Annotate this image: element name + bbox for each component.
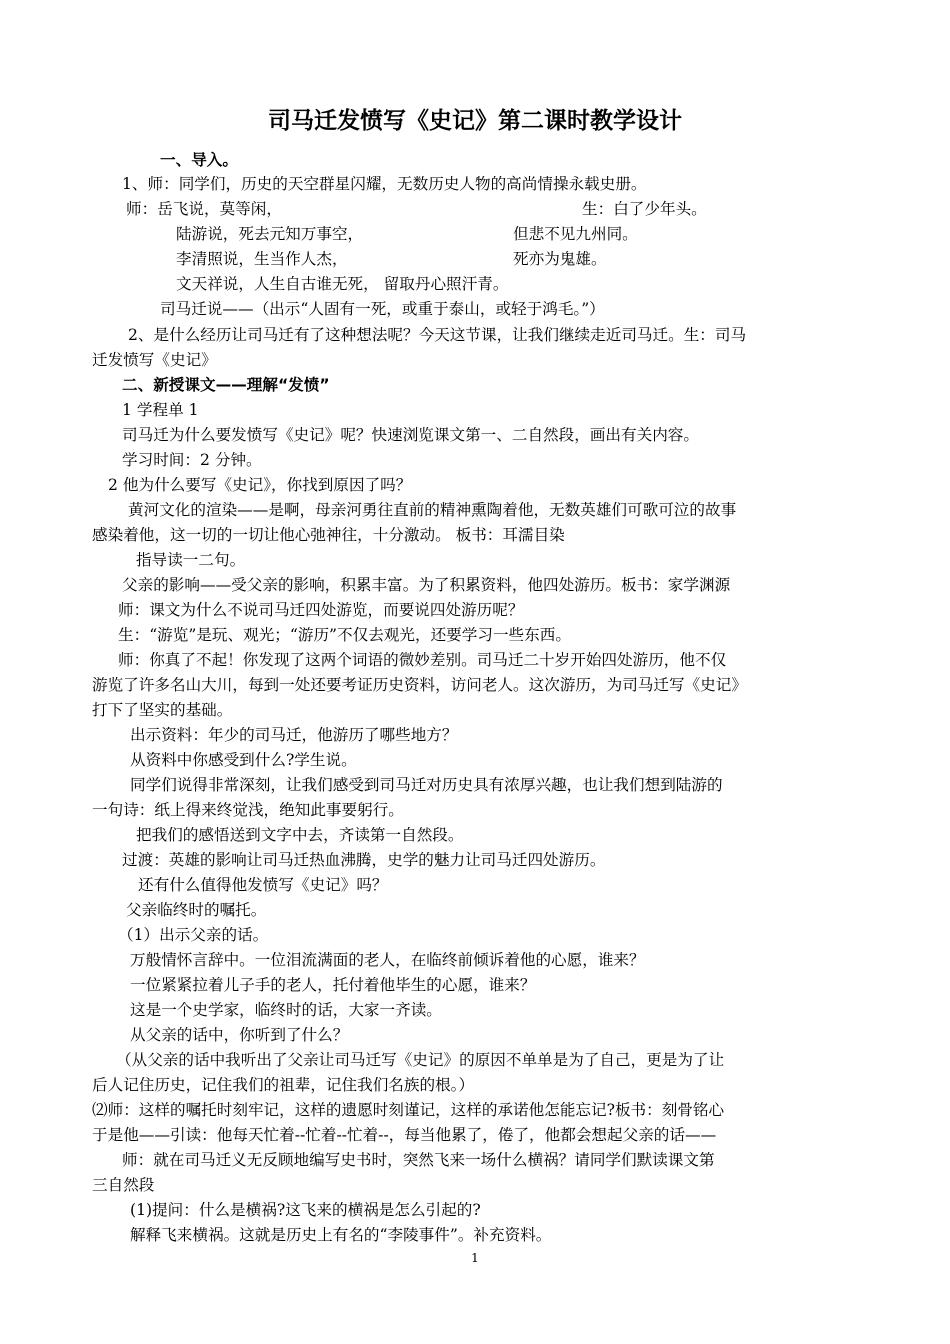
- text-line: 还有什么值得他发愤写《史记》吗？: [138, 876, 388, 894]
- text-line: 1、师：同学们，历史的天空群星闪耀，无数历史人物的高尚情操永载史册。: [122, 175, 647, 193]
- text-line: ⑵师：这样的嘱托时刻牢记，这样的遗愿时刻谨记，这样的承诺他怎能忘记?板书：刻骨铭心: [92, 1101, 725, 1119]
- text-line: 师：就在司马迁义无反顾地编写史书时，突然飞来一场什么横祸？请同学们默读课文第: [122, 1151, 715, 1169]
- text-line: 父亲的影响——受父亲的影响，积累丰富。为了积累资料，他四处游历。板书：家学渊源: [122, 576, 731, 594]
- text-line: 但悲不见九州同。: [513, 225, 638, 243]
- section-heading-intro: 一、导入。: [160, 151, 238, 169]
- text-line: 感染着他，这一切的一切让他心弛神往，十分激动。 板书：耳濡目染: [92, 526, 565, 544]
- text-line: 游览了许多名山大川，每到一处还要考证历史资料，访问老人。这次游历，为司马迁写《史记》: [92, 676, 747, 694]
- text-line: 从资料中你感受到什么?学生说。: [130, 751, 357, 769]
- text-line: 从父亲的话中，你听到了什么？: [130, 1026, 349, 1044]
- page-number: 1: [471, 1251, 479, 1265]
- text-line: 陆游说，死去元知万事空，: [176, 225, 364, 243]
- text-line: 解释飞来横祸。这就是历史上有名的“李陵事件”。补充资料。: [130, 1226, 552, 1244]
- text-line: 父亲临终时的嘱托。: [126, 901, 267, 919]
- text-line: 指导读一二句。: [136, 551, 246, 569]
- text-line: 师：课文为什么不说司马迁四处游览，而要说四处游历呢？: [118, 601, 524, 619]
- text-line: 一句诗：纸上得来终觉浅，绝知此事要躬行。: [92, 801, 404, 819]
- text-line: 过渡：英雄的影响让司马迁热血沸腾，史学的魅力让司马迁四处游历。: [122, 851, 606, 869]
- text-line: 学习时间：2 分钟。: [122, 451, 262, 469]
- text-line: 把我们的感悟送到文字中去，齐读第一自然段。: [136, 826, 464, 844]
- text-line: 迁发愤写《史记》: [92, 351, 217, 369]
- text-line: 生：白了少年头。: [582, 200, 707, 218]
- text-line: （从父亲的话中我听出了父亲让司马迁写《史记》的原因不单单是为了自己，更是为了让: [116, 1051, 725, 1069]
- text-line: （1）出示父亲的话。: [118, 926, 269, 944]
- text-line: 万般情怀言辞中。一位泪流满面的老人，在临终前倾诉着他的心愿，谁来？: [130, 951, 645, 969]
- text-line: 于是他——引读：他每天忙着--忙着--忙着--，每当他累了，倦了，他都会想起父亲的话——: [92, 1126, 717, 1144]
- text-line: 李清照说，生当作人杰，: [176, 250, 348, 268]
- text-line: 一位紧紧拉着儿子手的老人，托付着他毕生的心愿，谁来？: [130, 976, 536, 994]
- section-heading-new-lesson: 二、新授课文——理解“发愤”: [122, 376, 330, 394]
- text-line: 2 他为什么要写《史记》，你找到原因了吗？: [108, 476, 412, 494]
- text-line: 生：“游览”是玩、观光；“游历”不仅去观光，还要学习一些东西。: [118, 626, 571, 644]
- text-line: 司马迁说——（出示“人固有一死，或重于泰山，或轻于鸿毛。”）: [160, 300, 605, 318]
- text-line: 1 学程单 1: [122, 401, 199, 419]
- text-line: 师：岳飞说，莫等闲，: [126, 200, 282, 218]
- text-line: 2、是什么经历让司马迁有了这种想法呢？今天这节课，让我们继续走近司马迁。生：司马: [128, 326, 747, 344]
- text-line: 后人记住历史，记住我们的祖辈，记住我们名族的根。）: [92, 1076, 475, 1094]
- text-line: 出示资料：年少的司马迁，他游历了哪些地方？: [130, 726, 458, 744]
- text-line: (1)提问：什么是横祸?这飞来的横祸是怎么引起的?: [130, 1201, 481, 1219]
- text-line: 师：你真了不起！你发现了这两个词语的微妙差别。司马迁二十岁开始四处游历，他不仅: [118, 651, 727, 669]
- text-line: 打下了坚实的基础。: [92, 701, 233, 719]
- text-line: 这是一个史学家，临终时的话，大家一齐读。: [130, 1001, 442, 1019]
- text-line: 文天祥说，人生自古谁无死， 留取丹心照汗青。: [176, 275, 509, 293]
- text-line: 司马迁为什么要发愤写《史记》呢？快速浏览课文第一、二自然段，画出有关内容。: [122, 426, 699, 444]
- text-line: 同学们说得非常深刻，让我们感受到司马迁对历史具有浓厚兴趣，也让我们想到陆游的: [130, 776, 723, 794]
- text-line: 死亦为鬼雄。: [513, 250, 607, 268]
- document-title: 司马迁发愤写《史记》第二课时教学设计: [268, 108, 682, 134]
- text-line: 黄河文化的渲染——是啊，母亲河勇往直前的精神熏陶着他，无数英雄们可歌可泣的故事: [128, 501, 737, 519]
- text-line: 三自然段: [92, 1176, 155, 1194]
